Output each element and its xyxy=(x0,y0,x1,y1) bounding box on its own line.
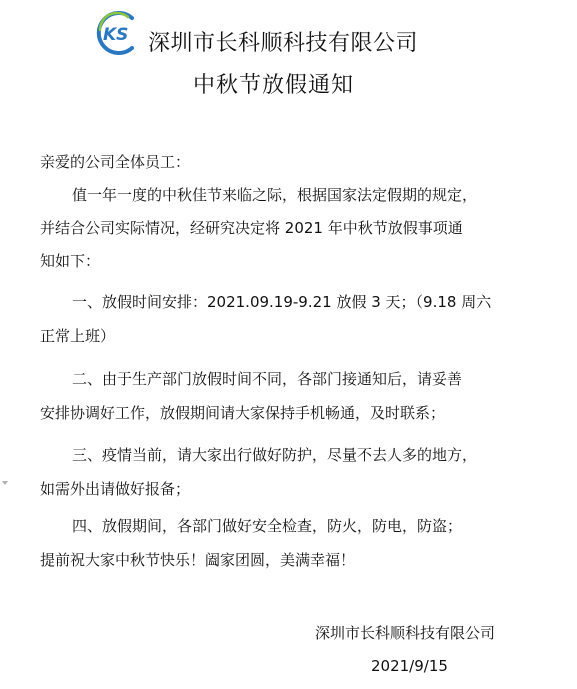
item3-line-1: 三、疫情当前，请大家出行做好防护，尽量不去人多的地方， xyxy=(72,446,478,464)
item3-line-2: 如需外出请做好报备； xyxy=(40,480,191,498)
company-logo-icon xyxy=(88,8,144,56)
document-header xyxy=(0,0,577,110)
intro-line-2: 并结合公司实际情况，经研究决定将 2021 年中秋节放假事项通 xyxy=(40,219,463,237)
signature-company: 深圳市长科顺科技有限公司 xyxy=(315,624,496,642)
signature-date: 2021/9/15 xyxy=(371,657,448,675)
item4-line-2: 提前祝大家中秋节快乐！阖家团圆，美满幸福！ xyxy=(40,551,356,569)
margin-marker xyxy=(2,481,8,485)
intro-line-3: 知如下： xyxy=(40,252,101,270)
item1-line-2: 正常上班） xyxy=(40,327,116,345)
item2-line-1: 二、由于生产部门放假时间不同，各部门接通知后，请妥善 xyxy=(72,370,463,388)
item4-line-1: 四、放假期间，各部门做好安全检查，防火，防电，防盗； xyxy=(72,517,463,535)
item1-line-1: 一、放假时间安排：2021.09.19-9.21 放假 3 天；（9.18 周六 xyxy=(72,293,492,311)
company-name-title: 深圳市长科顺科技有限公司 xyxy=(148,31,419,56)
greeting: 亲爱的公司全体员工： xyxy=(40,153,191,171)
notice-title: 中秋节放假通知 xyxy=(193,73,355,98)
intro-line-1: 值一年一度的中秋佳节来临之际，根据国家法定假期的规定， xyxy=(72,186,478,204)
item2-line-2: 安排协调好工作，放假期间请大家保持手机畅通，及时联系； xyxy=(40,404,446,422)
logo-text: KS xyxy=(103,25,129,45)
